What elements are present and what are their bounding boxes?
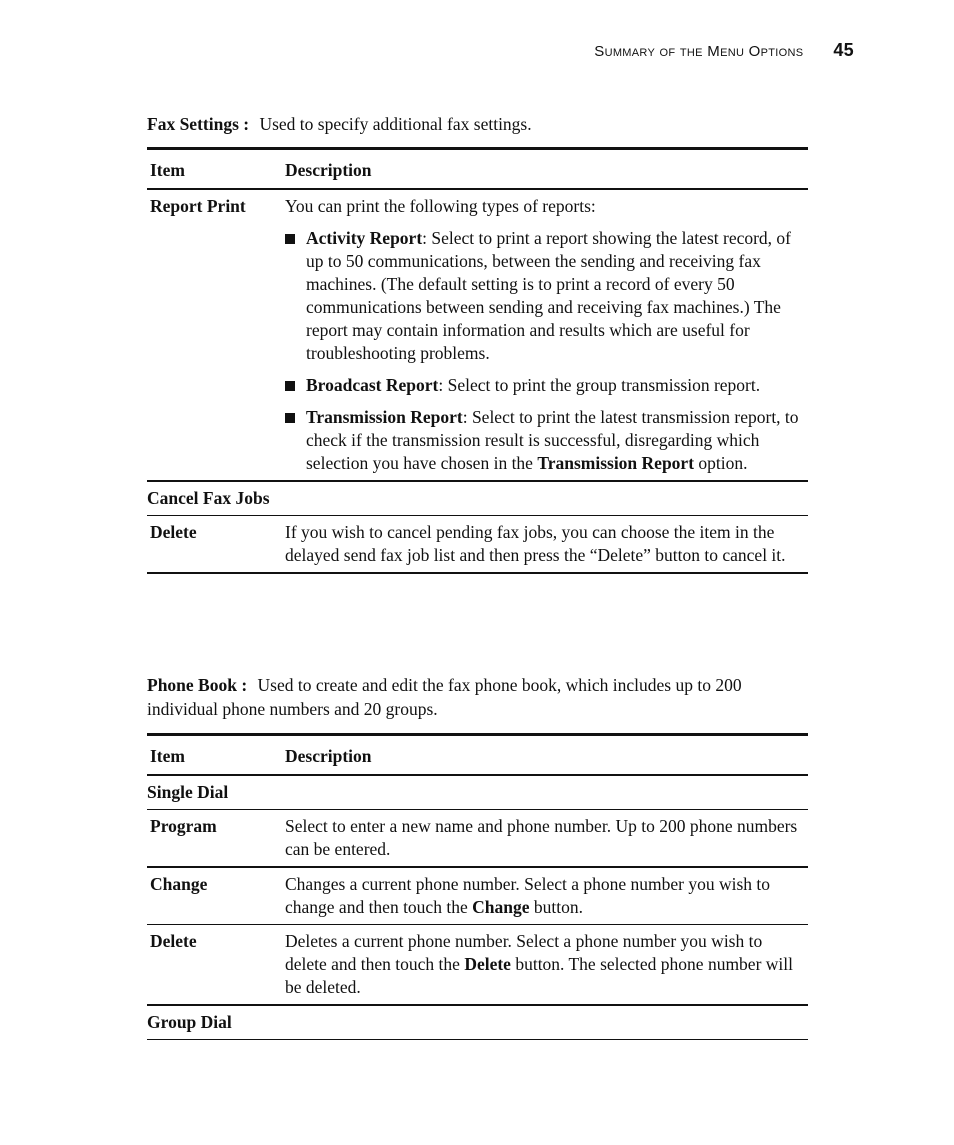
square-bullet-icon: [285, 413, 295, 423]
table-row-program: [147, 810, 808, 868]
group-row-group-dial: [147, 1005, 808, 1040]
item-program: Program: [150, 816, 217, 836]
change-text-pre: Changes a current phone number. Select a phone number you wish to change and then touch the: [285, 874, 771, 917]
table-header-row: [147, 149, 808, 190]
description-report-print: [285, 189, 808, 481]
phone-book-section: [147, 673, 808, 1040]
running-header: [594, 40, 854, 61]
description-program: Select to enter a new name and phone number. Up to 200 phone numbers can be entered.: [285, 816, 798, 859]
delete-text-pre: Deletes a current phone number. Select a phone number you wish to delete and then touch the: [285, 931, 763, 974]
phone-book-label: Phone Book :: [147, 675, 248, 695]
bullet-activity-report: [285, 227, 808, 365]
column-header-description: Description: [285, 746, 372, 766]
report-types-intro: You can print the following types of reports:: [285, 196, 596, 216]
item-delete: Delete: [150, 931, 197, 951]
change-text-post: button.: [529, 897, 583, 917]
activity-report-label: Activity Report: [306, 228, 423, 248]
fax-settings-description: Used to specify additional fax settings.: [259, 114, 532, 134]
running-title: Summary of the Menu Options: [594, 43, 804, 60]
phone-book-intro: [147, 673, 808, 721]
activity-report-text: : Select to print a report showing the latest record, of up to 50 communications, between the sending and receiving fax machines. (The default setting is to print a record of every 50 communications between sending and receiving fax machines.) The report may contain information and results which are useful for troubleshooting problems.: [306, 228, 792, 363]
table-header-row: [147, 735, 808, 776]
item-change: Change: [150, 874, 208, 894]
column-header-item: Item: [150, 160, 185, 180]
change-text-bold: Change: [472, 897, 530, 917]
group-heading-single-dial: Single Dial: [147, 782, 229, 802]
description-delete: If you wish to cancel pending fax jobs, you can choose the item in the delayed send fax job list and then press the “Delete” button to cancel it.: [285, 522, 786, 565]
column-header-item: Item: [150, 746, 185, 766]
fax-settings-table: [147, 147, 808, 574]
group-heading-group-dial: Group Dial: [147, 1012, 232, 1032]
item-report-print: Report Print: [150, 196, 246, 216]
page-number: 45: [833, 40, 854, 60]
broadcast-report-label: Broadcast Report: [306, 375, 439, 395]
table-row-delete: [147, 925, 808, 1006]
broadcast-report-text: : Select to print the group transmission report.: [438, 375, 761, 395]
fax-settings-intro: [147, 112, 808, 136]
fax-settings-section: [147, 112, 808, 574]
square-bullet-icon: [285, 234, 295, 244]
phone-book-table: [147, 733, 808, 1040]
transmission-report-text: : Select to print the latest transmission report, to check if the transmission result is successful, disregarding which selection you have chosen in the: [306, 407, 799, 473]
fax-settings-label: Fax Settings :: [147, 114, 250, 134]
group-row-cancel-fax-jobs: [147, 481, 808, 516]
transmission-report-option: Transmission Report: [537, 453, 695, 473]
column-header-description: Description: [285, 160, 372, 180]
transmission-report-label: Transmission Report: [306, 407, 463, 427]
group-row-single-dial: [147, 775, 808, 810]
phone-book-description: Used to create and edit the fax phone book, which includes up to 200 individual phone numbers and 20 groups.: [147, 675, 742, 719]
table-row-delete: [147, 516, 808, 574]
delete-text-bold: Delete: [464, 954, 511, 974]
bullet-transmission-report: [285, 406, 808, 475]
square-bullet-icon: [285, 381, 295, 391]
description-delete: [285, 925, 808, 1006]
item-delete: Delete: [150, 522, 197, 542]
table-row-change: [147, 867, 808, 925]
table-row-report-print: [147, 189, 808, 481]
group-heading-cancel-fax-jobs: Cancel Fax Jobs: [147, 488, 270, 508]
bullet-broadcast-report: [285, 374, 808, 397]
description-change: [285, 867, 808, 925]
transmission-report-tail: option.: [694, 453, 748, 473]
delete-text-post: button. The selected phone number will be deleted.: [285, 954, 793, 997]
